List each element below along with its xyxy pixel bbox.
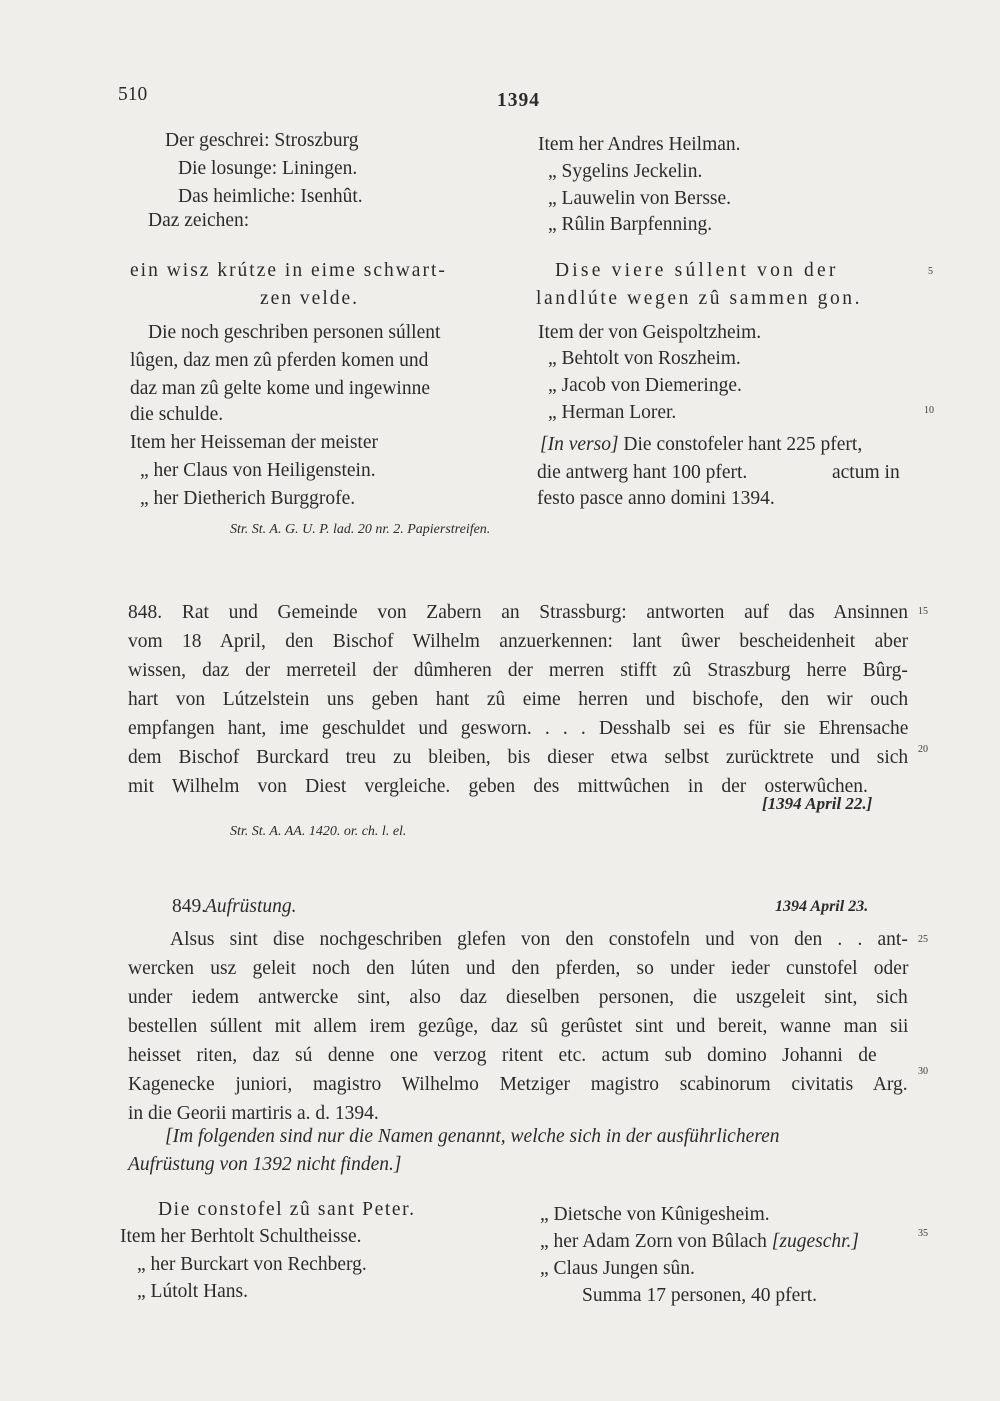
- text-line: „ Lauwelin von Bersse.: [548, 188, 732, 209]
- text-line: [540, 1227, 859, 1256]
- text-line: in die Georii martiris a. d. 1394.: [128, 1103, 379, 1124]
- text-fragment: Die constofeler hant 225 pfert,: [618, 434, 863, 455]
- entry-848: [128, 598, 908, 801]
- text-line: under iedem antwercke sint, also daz dieselben personen, die uszgeleit sint, sich: [128, 987, 908, 1008]
- margin-line-number: 15: [918, 606, 928, 617]
- text-line: „ Lútolt Hans.: [137, 1281, 249, 1302]
- text-line: „ her Dietherich Burggrofe.: [140, 488, 356, 509]
- text-line: „ Dietsche von Kûnigesheim.: [540, 1204, 770, 1225]
- text-line: Item her Berhtolt Schultheisse.: [120, 1226, 362, 1247]
- text-fragment: „ her Adam Zorn von Bûlach: [540, 1231, 772, 1252]
- page-year-header: 1394: [497, 90, 540, 111]
- text-line: dem Bischof Burckard treu zu bleiben, bis dieser etwa selbst zurücktrete und sich: [128, 747, 909, 768]
- text-line: [540, 430, 862, 459]
- text-line: „ her Claus von Heiligenstein.: [140, 460, 376, 481]
- text-line: vom 18 April, den Bischof Wilhelm anzuerkennen: lant ûwer bescheidenheit aber: [128, 631, 909, 652]
- margin-line-number: 35: [918, 1228, 928, 1239]
- text-line: bestellen súllent mit allem irem gezûge, daz sû gerûstet sint und bereit, wanne man sii: [128, 1016, 909, 1037]
- text-line: empfangen hant, ime geschuldet und gesworn. . . . Desshalb sei es für sie Ehrensache: [128, 718, 909, 739]
- text-line: hart von Lútzelstein uns geben hant zû eime herren und bischofe, den wir ouch: [128, 689, 909, 710]
- annotation-zugeschr: [zugeschr.]: [771, 1231, 859, 1252]
- text-line: die antwerg hant 100 pfert.: [537, 462, 748, 483]
- entry-849-number: 849.: [172, 896, 207, 917]
- text-line: actum in: [832, 462, 900, 483]
- entry-848-date: [1394 April 22.]: [762, 794, 873, 813]
- text-line: „ Rûlin Barpfenning.: [548, 214, 713, 235]
- text-line: Summa 17 personen, 40 pfert.: [582, 1285, 818, 1306]
- text-line: „ Jacob von Diemeringe.: [548, 375, 742, 396]
- editorial-note: Aufrüstung von 1392 nicht finden.]: [128, 1154, 402, 1175]
- margin-line-number: 30: [918, 1066, 928, 1077]
- text-line: landlúte wegen zû sammen gon.: [536, 288, 863, 309]
- text-line: Item her Heisseman der meister: [130, 432, 378, 453]
- text-line: die schulde.: [130, 404, 224, 425]
- text-line: Item her Andres Heilman.: [538, 134, 741, 155]
- page-number: 510: [118, 84, 148, 105]
- text-line: „ Behtolt von Roszheim.: [548, 348, 741, 369]
- text-line: mit Wilhelm von Diest vergleiche. geben des mittwûchen in der osterwûchen.: [128, 776, 868, 797]
- text-line: lûgen, daz men zû pferden komen und: [130, 350, 429, 371]
- text-line: Daz zeichen:: [148, 210, 250, 231]
- text-line: „ her Burckart von Rechberg.: [137, 1254, 367, 1275]
- text-line: Item der von Geispoltzheim.: [538, 322, 762, 343]
- annotation-in-verso: [In verso]: [540, 434, 619, 455]
- text-line: 848. Rat und Gemeinde von Zabern an Strassburg: antworten auf das Ansinnen: [128, 602, 909, 623]
- entry-849-date: 1394 April 23.: [775, 898, 869, 915]
- text-line: Die noch geschriben personen súllent: [148, 322, 441, 343]
- entry-849-title: Aufrüstung.: [205, 896, 297, 917]
- source-citation: Str. St. A. G. U. P. lad. 20 nr. 2. Papierstreifen.: [230, 522, 491, 537]
- text-line: „ Sygelins Jeckelin.: [548, 161, 703, 182]
- editorial-note: [Im folgenden sind nur die Namen genannt, welche sich in der ausführlicheren: [165, 1126, 780, 1147]
- text-line: Kagenecke juniori, magistro Wilhelmo Metziger magistro scabinorum civitatis Arg.: [128, 1074, 908, 1095]
- margin-line-number: 20: [918, 744, 928, 755]
- text-line: zen velde.: [260, 288, 360, 309]
- text-line: „ Herman Lorer.: [548, 402, 677, 423]
- source-citation: Str. St. A. AA. 1420. or. ch. l. el.: [230, 824, 407, 839]
- text-line: heisset riten, daz sú denne one verzog ritent etc. actum sub domino Johanni de: [128, 1045, 877, 1066]
- text-line: Die losunge: Liningen.: [178, 158, 358, 179]
- margin-line-number: 5: [928, 266, 933, 277]
- text-line: Die constofel zû sant Peter.: [158, 1199, 416, 1220]
- entry-849-body: [128, 925, 908, 1128]
- text-line: Dise viere súllent von der: [555, 260, 839, 281]
- text-line: Das heimliche: Isenhût.: [178, 186, 363, 207]
- text-line: wercken usz geleit noch den lúten und den pferden, so under ieder cunstofel oder: [128, 958, 909, 979]
- margin-line-number: 25: [918, 934, 928, 945]
- text-line: festo pasce anno domini 1394.: [537, 488, 775, 509]
- text-line: ein wisz krútze in eime schwart-: [130, 260, 447, 281]
- text-line: wissen, daz der merreteil der dûmheren der merren stifft zû Straszburg herre Bûrg-: [128, 660, 908, 681]
- text-line: „ Claus Jungen sûn.: [540, 1258, 695, 1279]
- text-line: Alsus sint dise nochgeschriben glefen von den constofeln und von den . . ant-: [170, 929, 908, 950]
- margin-line-number: 10: [924, 405, 934, 416]
- text-line: Der geschrei: Stroszburg: [165, 130, 359, 151]
- text-line: daz man zû gelte kome und ingewinne: [130, 378, 430, 399]
